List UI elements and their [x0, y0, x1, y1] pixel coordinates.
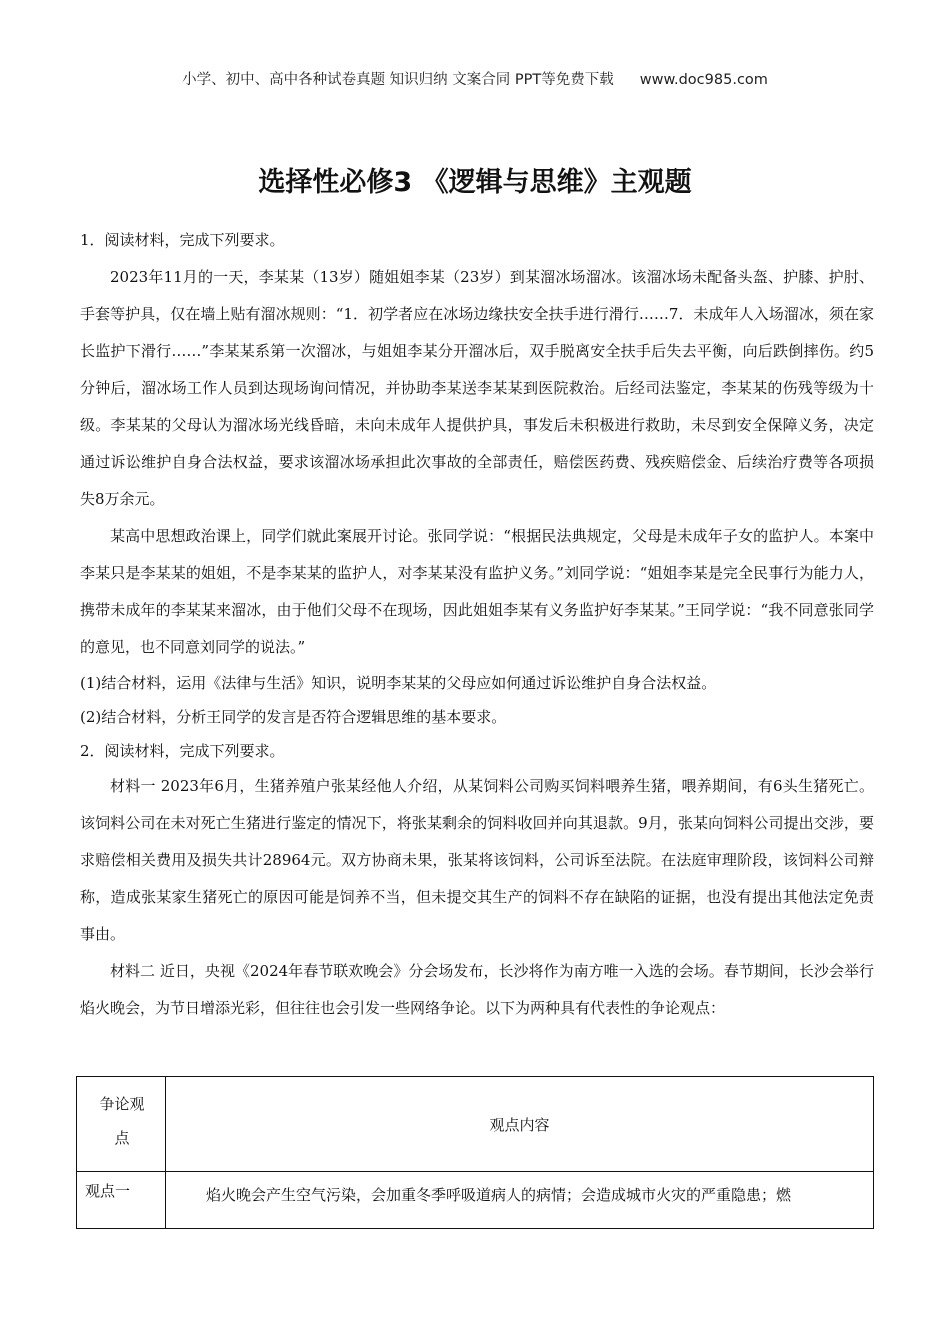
document-body [80, 222, 874, 1027]
question-1-sub-question-2: (2)结合材料，分析王同学的发言是否符合逻辑思维的基本要求。 [80, 708, 507, 726]
table-header-viewpoint-line-2: 点 [114, 1129, 130, 1147]
table-row-label: 观点一 [77, 1172, 166, 1229]
question-2-material-2: 材料二 近日，央视《2024年春节联欢晚会》分会场发布，长沙将作为南方唯一入选的会场。春节期间，长沙会举行焰火晚会，为节日增添光彩，但往往也会引发一些网络争论。以下为两种具有代表性的争论观点： [80, 962, 874, 1017]
table-header-content: 观点内容 [166, 1077, 874, 1172]
table-row [77, 1172, 874, 1229]
table-header-row [77, 1077, 874, 1172]
header-text: 小学、初中、高中各种试卷真题 知识归纳 文案合同 PPT等免费下载 [182, 72, 614, 88]
page-header [0, 68, 950, 89]
table-header-viewpoint [77, 1077, 166, 1172]
debate-viewpoints-table [76, 1076, 874, 1229]
table-header-viewpoint-line-1: 争论观 [99, 1095, 145, 1113]
question-2-stem: 2．阅读材料，完成下列要求。 [80, 742, 285, 760]
header-url[interactable]: www.doc985.com [639, 72, 768, 88]
document-title: 选择性必修3 《逻辑与思维》主观题 [258, 167, 692, 198]
question-1-material-paragraph-1: 2023年11月的一天，李某某（13岁）随姐姐李某（23岁）到某溜冰场溜冰。该溜冰场未配备头盔、护膝、护肘、手套等护具，仅在墙上贴有溜冰规则：“1．初学者应在冰场边缘扶安全扶手进行滑行……7．未成年人入场溜冰，须在家长监护下滑行……”李某某系第一次溜冰，与姐姐李某分开溜冰后，双手脱离安全扶手后失去平衡，向后跌倒摔伤。约5分钟后，溜冰场工作人员到达现场询问情况，并协助李某送李某某到医院救治。后经司法鉴定，李某某的伤残等级为十级。李某某的父母认为溜冰场光线昏暗，未向未成年人提供护具，事发后未积极进行救助，未尽到安全保障义务，决定通过诉讼维护自身合法权益，要求该溜冰场承担此次事故的全部责任，赔偿医药费、残疾赔偿金、后续治疗费等各项损失8万余元。 [80, 268, 874, 508]
question-2-material-1: 材料一 2023年6月，生猪养殖户张某经他人介绍，从某饲料公司购买饲料喂养生猪，喂养期间，有6头生猪死亡。该饲料公司在未对死亡生猪进行鉴定的情况下，将张某剩余的饲料收回并向其退款。9月，张某向饲料公司提出交涉，要求赔偿相关费用及损失共计28964元。双方协商未果，张某将该饲料，公司诉至法院。在法庭审理阶段，该饲料公司辩称，造成张某家生猪死亡的原因可能是饲养不当，但未提交其生产的饲料不存在缺陷的证据，也没有提出其他法定免责事由。 [80, 777, 874, 943]
question-1-stem: 1．阅读材料，完成下列要求。 [80, 231, 285, 249]
question-1-material-paragraph-2: 某高中思想政治课上，同学们就此案展开讨论。张同学说：“根据民法典规定，父母是未成年子女的监护人。本案中李某只是李某某的姐姐，不是李某某的监护人，对李某某没有监护义务。”刘同学说：“姐姐李某是完全民事行为能力人，携带未成年的李某某来溜冰，由于他们父母不在现场，因此姐姐李某有义务监护好李某某。”王同学说：“我不同意张同学的意见，也不同意刘同学的说法。” [80, 527, 874, 656]
question-1-sub-question-1: (1)结合材料，运用《法律与生活》知识，说明李某某的父母应如何通过诉讼维护自身合法权益。 [80, 674, 717, 692]
table-row-content: 焰火晚会产生空气污染，会加重冬季呼吸道病人的病情；会造成城市火灾的严重隐患；燃 [166, 1172, 874, 1229]
